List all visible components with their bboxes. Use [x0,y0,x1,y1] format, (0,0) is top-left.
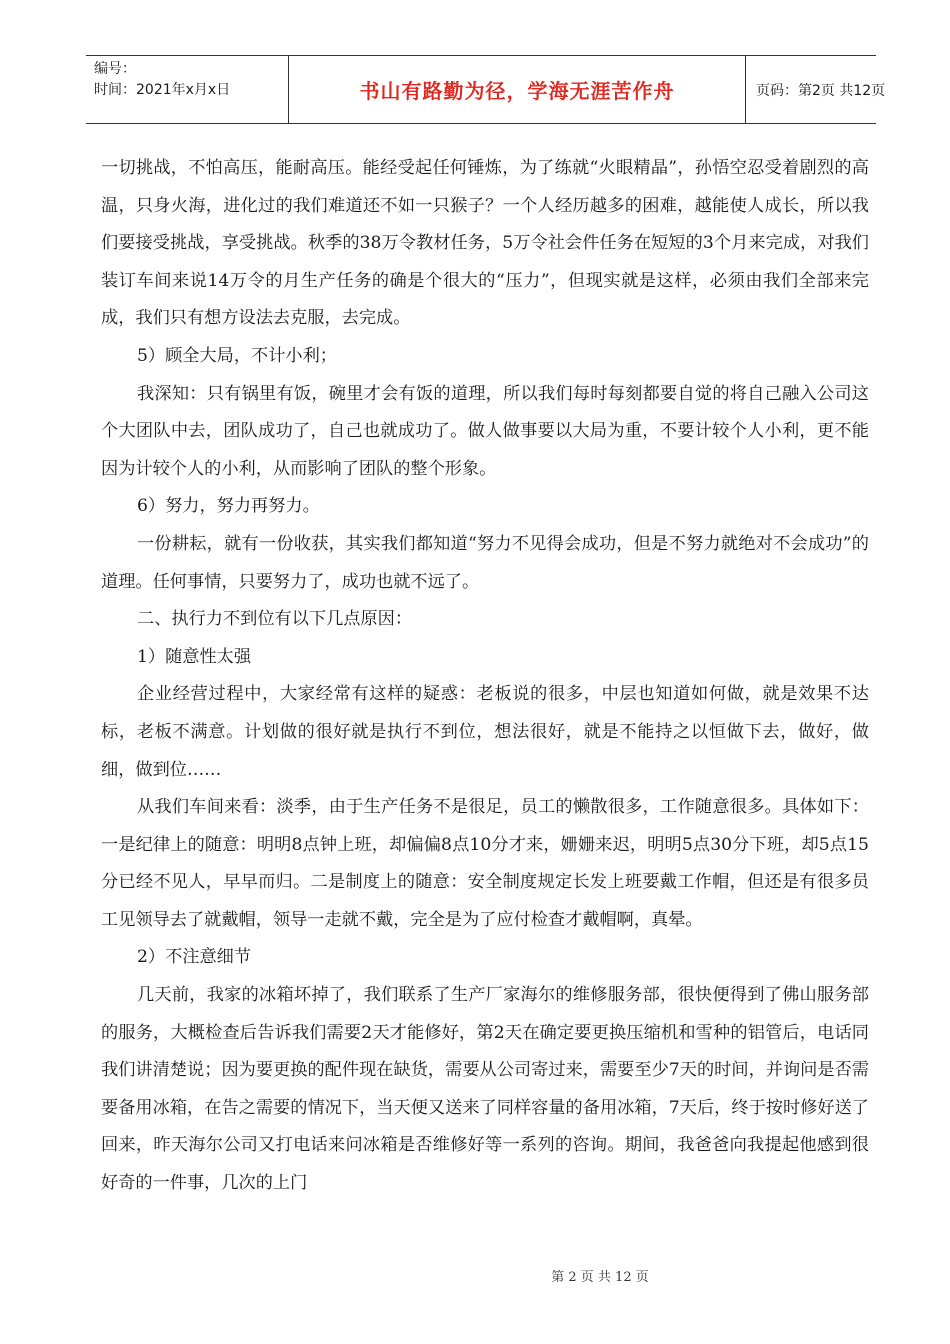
paragraph: 一切挑战，不怕高压，能耐高压。能经受起任何锤炼，为了练就“火眼精晶”，孙悟空忍受着剧烈的高温，只身火海，进化过的我们难道还不如一只猴子？一个人经历越多的困难，越能使人成长，所以我们要接受挑战，享受挑战。秋季的38万令教材任务，5万令社会件任务在短短的3个月来完成，对我们装订车间来说14万令的月生产任务的确是个很大的“压力”，但现实就是这样，必须由我们全部来完成，我们只有想方设法去克服，去完成。 [101,158,869,329]
paragraph: 6）努力，努力再努力。 [137,496,320,517]
header-page-info: 页码：第2页 共12页 [756,82,886,99]
paragraph: 1）随意性太强 [137,646,252,667]
paragraph: 2）不注意细节 [137,947,252,968]
header-motto: 书山有路勤为径，学海无涯苦作舟 [288,56,746,123]
paragraph: 5）顾全大局，不计小利； [137,345,337,366]
document-body [101,150,869,1203]
paragraph: 从我们车间来看：淡季，由于生产任务不是很足，员工的懒散很多，工作随意很多。具体如下：一是纪律上的随意：明明8点钟上班，却偏偏8点10分才来，姗姗来迟，明明5点30分下班，却5点15分已经不见人，早早而归。二是制度上的随意：安全制度规定长发上班要戴工作帽，但还是有很多员工见领导去了就戴帽，领导一走就不戴，完全是为了应付检查才戴帽啊，真晕。 [101,797,869,930]
paragraph: 几天前，我家的冰箱坏掉了，我们联系了生产厂家海尔的维修服务部，很快便得到了佛山服务部的服务，大概检查后告诉我们需要2天才能修好，第2天在确定要更换压缩机和雪种的铝管后，电话同我们讲清楚说；因为要更换的配件现在缺货，需要从公司寄过来，需要至少7天的时间，并询问是否需要备用冰箱，在告之需要的情况下，当天便又送来了同样容量的备用冰箱，7天后，终于按时修好送了回来，昨天海尔公司又打电话来问冰箱是否维修好等一系列的咨询。期间，我爸爸向我提起他感到很好奇的一件事，几次的上门 [101,985,869,1194]
paragraph: 企业经营过程中，大家经常有这样的疑惑：老板说的很多，中层也知道如何做，就是效果不达标，老板不满意。计划做的很好就是执行不到位，想法很好，就是不能持之以恒做下去，做好，做细，做到位…… [101,684,869,780]
page-header [86,55,886,124]
paragraph: 一份耕耘，就有一份收获，其实我们都知道“努力不见得会成功，但是不努力就绝对不会成功”的道理。任何事情，只要努力了，成功也就不远了。 [101,533,869,592]
doc-number-label: 编号： [94,61,136,77]
paragraph: 二、执行力不到位有以下几点原因： [137,609,413,630]
doc-time-label: 时间：2021年x月x日 [94,82,231,98]
page-footer: 第 2 页 共 12 页 [551,1270,649,1285]
header-meta [86,56,288,123]
paragraph: 我深知：只有锅里有饭，碗里才会有饭的道理，所以我们每时每刻都要自觉的将自己融入公司这个大团队中去，团队成功了，自己也就成功了。做人做事要以大局为重，不要计较个人小利，更不能因为计较个人的小利，从而影响了团队的整个形象。 [101,383,869,479]
